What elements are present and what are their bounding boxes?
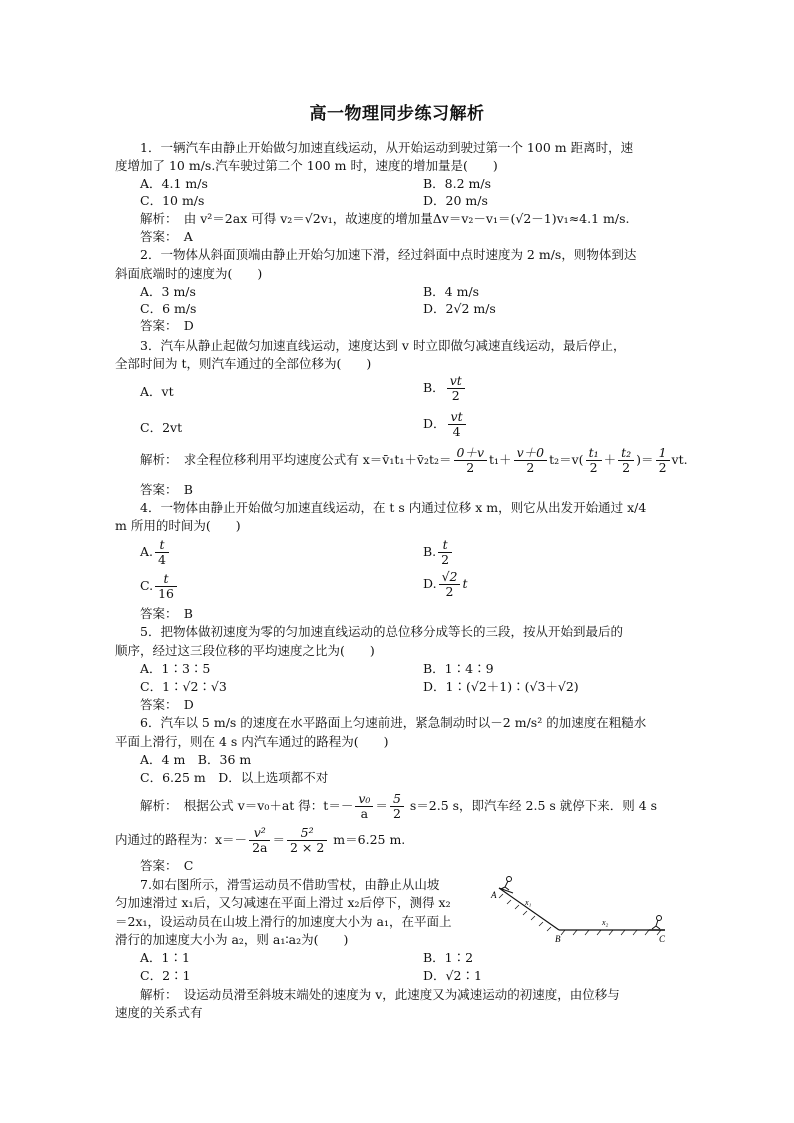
- q2-option-c: C．6 m/s: [140, 301, 197, 316]
- q7-option-a: A．1∶1: [140, 950, 190, 965]
- q3-stem-line1: 3．汽车从静止起做匀加速直线运动，速度达到 v 时立即做匀减速直线运动，最后停止，: [140, 338, 626, 353]
- fraction: [287, 826, 327, 855]
- plus-sign: ＋: [603, 452, 617, 467]
- fraction: [618, 446, 634, 475]
- skier-top-icon: [499, 877, 513, 894]
- q3-solution-t1: t₁＋: [489, 452, 512, 467]
- ground-hatching: [499, 894, 661, 935]
- q3-option-c: C．2vt: [140, 420, 183, 435]
- q6-solution-end: s＝2.5 s，即汽车经 2.5 s 就停下来．则 4 s: [405, 798, 658, 813]
- q1-solution: 解析： 由 v²＝2ax 可得 v₂＝√2v₁，故速度的增加量Δv＝v₂－v₁＝(√2－1)v₁≈4.1 m/s.: [140, 211, 630, 226]
- q3-solution: [140, 446, 688, 475]
- fraction-numerator: v²: [249, 826, 270, 841]
- slope-line: [499, 888, 665, 930]
- q5-stem-line1: 5．把物体做初速度为零的匀加速直线运动的总位移分成等长的三段，按从开始到最后的: [140, 624, 623, 639]
- fraction: [439, 570, 461, 599]
- q5-option-b: B．1∶4∶9: [423, 661, 494, 676]
- page-title: 高一物理同步练习解析: [309, 104, 485, 124]
- q4-option-b-label: B.: [423, 544, 437, 559]
- q3-option-d-label: D．: [423, 416, 446, 431]
- q2-option-b: B．4 m/s: [423, 284, 480, 299]
- equals-sign: )＝: [636, 452, 654, 467]
- q2-option-d: D．2√2 m/s: [423, 301, 496, 316]
- q6-stem-line2: 平面上滑行，则在 4 s 内汽车通过的路程为( ): [115, 734, 389, 749]
- q6-options-ab: A．4 m B．36 m: [140, 752, 252, 767]
- q5-option-d: D．1∶(√2＋1)∶(√3＋√2): [423, 679, 579, 694]
- fraction-denominator: 16: [158, 586, 174, 601]
- q4-option-b: [423, 538, 454, 567]
- q3-option-b-fraction: [447, 374, 465, 403]
- fraction: [155, 538, 169, 567]
- q3-solution-text: 解析： 求全程位移利用平均速度公式有 x＝v̄₁t₁＋v̄₂t₂＝: [140, 452, 452, 467]
- fraction-denominator: 2: [589, 460, 598, 475]
- skier-bottom-icon: [649, 916, 665, 931]
- q7-option-b: B．1∶2: [423, 950, 474, 965]
- fraction: [438, 538, 452, 567]
- fraction-numerator: t₁: [586, 446, 602, 461]
- fraction: [454, 446, 488, 475]
- fraction-denominator: 2: [466, 460, 475, 475]
- fraction-denominator: 2: [392, 806, 401, 821]
- q6-stem-line1: 6．汽车以 5 m/s 的速度在水平路面上匀速前进，紧急制动时以－2 m/s² 的加速度在粗糙水: [140, 715, 647, 730]
- q4-option-d: [423, 570, 468, 599]
- q7-stem-line1: 7.如右图所示，滑雪运动员不借助雪杖，由静止从山坡: [140, 877, 440, 892]
- fraction: [355, 792, 373, 821]
- q6-solution-line1: [140, 792, 657, 821]
- q3-option-b-label: B．: [423, 380, 445, 395]
- fraction-numerator: 1: [656, 446, 670, 461]
- fraction-denominator: 4: [452, 424, 461, 439]
- q1-option-a: A．4.1 m/s: [140, 176, 208, 191]
- q5-stem-line2: 顺序，经过这三段位移的平均速度之比为( ): [115, 643, 375, 658]
- distance-x2-label: x₂: [602, 918, 609, 927]
- q7-option-c: C．2∶1: [140, 968, 191, 983]
- q3-option-d-fraction: [448, 410, 466, 439]
- fraction-numerator: 5²: [287, 826, 327, 841]
- q2-stem-line1: 2．一物体从斜面顶端由静止开始匀加速下滑，经过斜面中点时速度为 2 m/s，则物体到达: [140, 247, 637, 262]
- q4-option-d-label: D.: [423, 576, 437, 591]
- q7-solution-line1: 解析： 设运动员滑至斜坡末端处的速度为 v，此速度又为减速运动的初速度，由位移与: [140, 987, 620, 1002]
- fraction-denominator: a: [360, 806, 369, 821]
- q4-stem-line1: 4．一物体由静止开始做匀加速直线运动，在 t s 内通过位移 x m，则它从出发开始通过 x/4: [140, 500, 647, 515]
- point-c-label: C: [659, 934, 666, 944]
- fraction: [249, 826, 270, 855]
- q3-solution-t2: t₂＝v(: [549, 452, 584, 467]
- fraction-numerator: t₂: [618, 446, 634, 461]
- fraction-numerator: vt: [447, 374, 465, 389]
- q2-answer: 答案： D: [140, 318, 194, 333]
- fraction-numerator: t: [155, 538, 169, 553]
- q1-stem-line2: 度增加了 10 m/s.汽车驶过第二个 100 m 时，速度的增加量是( ): [115, 158, 498, 173]
- q3-solution-end: vt.: [671, 452, 688, 467]
- q2-stem-line2: 斜面底端时的速度为( ): [115, 266, 263, 281]
- fraction-numerator: t: [438, 538, 452, 553]
- fraction: [390, 792, 404, 821]
- fraction-numerator: 0＋v: [454, 446, 488, 461]
- q3-option-a: A．vt: [140, 384, 174, 399]
- q4-option-a: [140, 538, 171, 567]
- q5-option-c: C．1∶√2∶√3: [140, 679, 227, 694]
- fraction-denominator: 2: [622, 460, 631, 475]
- equals-sign: ＝: [375, 798, 388, 813]
- q4-option-a-label: A.: [140, 544, 154, 559]
- q4-option-d-suffix: t: [462, 576, 468, 591]
- fraction-numerator: t: [155, 572, 177, 587]
- q2-option-a: A．3 m/s: [140, 284, 196, 299]
- q6-options-cd: C．6.25 m D．以上选项都不对: [140, 770, 329, 785]
- fraction: [656, 446, 670, 475]
- q7-stem-line3: ＝2x₁，设运动员在山坡上滑行的加速度大小为 a₁，在平面上: [115, 914, 452, 929]
- q3-answer: 答案： B: [140, 482, 193, 497]
- q6-answer: 答案： C: [140, 858, 194, 873]
- q1-option-b: B．8.2 m/s: [423, 176, 492, 191]
- fraction: [586, 446, 602, 475]
- q6-solution-line2: [115, 826, 405, 855]
- fraction-numerator: v₀: [355, 792, 373, 807]
- fraction-denominator: 2a: [252, 840, 268, 855]
- q3-stem-line2: 全部时间为 t，则汽车通过的全部位移为( ): [115, 356, 372, 371]
- q7-solution-line2: 速度的关系式有: [115, 1005, 203, 1020]
- point-b-label: B: [555, 934, 561, 944]
- fraction-denominator: 2: [451, 388, 460, 403]
- equals-sign: ＝: [272, 832, 285, 847]
- fraction-denominator: 2: [441, 552, 450, 567]
- fraction-denominator: 2: [526, 460, 535, 475]
- distance-x1-label: x₁: [525, 898, 532, 907]
- fraction-denominator: 2: [445, 584, 454, 599]
- q1-answer: 答案： A: [140, 229, 193, 244]
- fraction-denominator: 2 × 2: [289, 840, 325, 855]
- fraction-denominator: 4: [158, 552, 166, 567]
- q5-option-a: A．1∶3∶5: [140, 661, 211, 676]
- fraction-denominator: 2: [658, 460, 667, 475]
- q1-option-c: C．10 m/s: [140, 193, 205, 208]
- q3-option-d: [423, 410, 468, 439]
- fraction-numerator: v＋0: [514, 446, 548, 461]
- q6-solution-text: 解析： 根据公式 v＝v₀＋at 得：t＝－: [140, 798, 354, 813]
- q4-stem-line2: m 所用的时间为( ): [115, 518, 241, 533]
- q1-stem-line1: 1．一辆汽车由静止开始做匀加速直线运动，从开始运动到驶过第一个 100 m 距离时，速: [140, 140, 634, 155]
- q6-solution-text: 内通过的路程为：x＝－: [115, 832, 248, 847]
- q7-stem-line2: 匀加速滑过 x₁后，又匀减速在平面上滑过 x₂后停下，测得 x₂: [115, 895, 451, 910]
- fraction-numerator: vt: [448, 410, 466, 425]
- fraction: [514, 446, 548, 475]
- q7-stem-line4: 滑行的加速度大小为 a₂，则 a₁∶a₂为( ): [115, 932, 349, 947]
- q4-answer: 答案： B: [140, 606, 193, 621]
- q6-solution-end: m＝6.25 m.: [329, 832, 406, 847]
- fraction-numerator: 5: [390, 792, 404, 807]
- q7-option-d: D．√2∶1: [423, 968, 482, 983]
- q1-option-d: D．20 m/s: [423, 193, 488, 208]
- q5-answer: 答案： D: [140, 697, 194, 712]
- fraction: [155, 572, 177, 601]
- fraction-numerator: √2: [439, 570, 461, 585]
- q4-option-c-label: C.: [140, 578, 154, 593]
- point-a-label: A: [491, 890, 497, 900]
- q3-option-b: [423, 374, 467, 403]
- ski-slope-diagram: [487, 876, 677, 948]
- q4-option-c: [140, 572, 179, 601]
